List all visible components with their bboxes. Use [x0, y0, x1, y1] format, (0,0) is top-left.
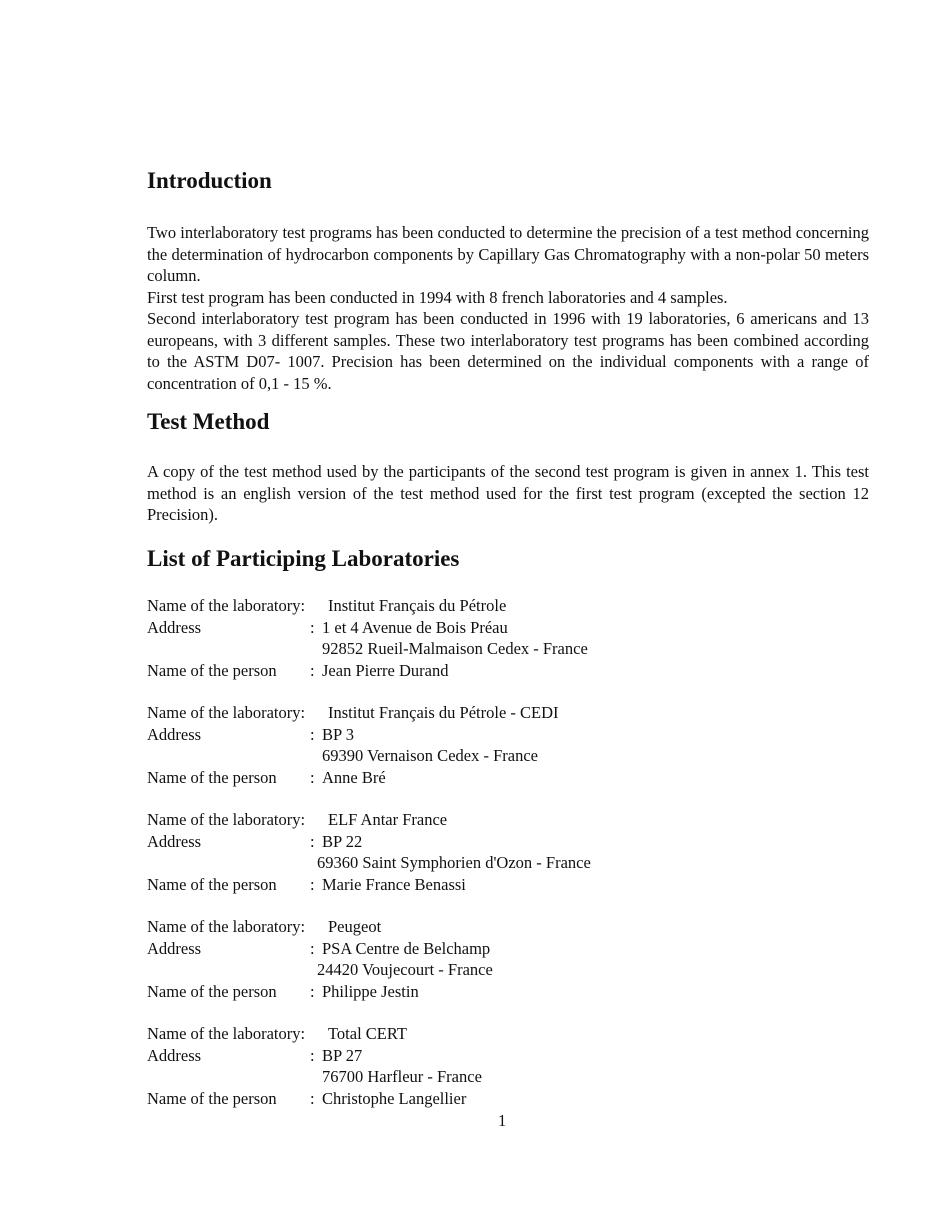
page-number: 1: [498, 1111, 507, 1130]
address-line-1: BP 3: [322, 724, 354, 744]
address-label: Address: [147, 1045, 202, 1065]
colon: :: [310, 724, 315, 744]
person-label: Name of the person: [147, 767, 277, 787]
test-method-paragraph: A copy of the test method used by the participants of the second test program is given in annex 1. This test method is an english version of the test method used for the first test program (excepted the section 12 Precision).: [147, 462, 869, 524]
colon: :: [310, 831, 315, 851]
lab-name-value: Total CERT: [328, 1024, 407, 1043]
lab-name-label: Name of the laboratory:: [147, 596, 306, 615]
address-line-1: BP 27: [322, 1045, 363, 1065]
colon: :: [310, 1088, 315, 1108]
lab-name-label: Name of the laboratory:: [147, 810, 306, 829]
lab-name-value: Peugeot: [328, 917, 382, 936]
address-label: Address: [147, 724, 202, 744]
introduction-body: [147, 222, 869, 394]
introduction-heading: Introduction: [147, 168, 272, 193]
person-label: Name of the person: [147, 874, 277, 894]
address-line-2: 24420 Voujecourt - France: [317, 960, 493, 979]
address-label: Address: [147, 831, 202, 851]
colon: :: [310, 1045, 315, 1065]
address-line-2: 69390 Vernaison Cedex - France: [322, 746, 538, 765]
person-label: Name of the person: [147, 1088, 277, 1108]
person-label: Name of the person: [147, 660, 277, 680]
test-method-heading: Test Method: [147, 409, 270, 434]
colon: :: [310, 874, 315, 894]
colon: :: [310, 767, 315, 787]
person-value: Anne Bré: [322, 767, 386, 787]
person-value: Marie France Benassi: [322, 874, 466, 894]
labs-heading: List of Participing Laboratories: [147, 546, 460, 571]
intro-paragraph-3: Second interlaboratory test program has been conducted in 1996 with 19 laboratories, 6 americans and 13 europeans, with 3 different samples. These two interlaboratory test programs has been combined according to the ASTM D07- 1007. Precision has been determined on the individual components with a range of concentration of 0,1 - 15 %.: [147, 309, 869, 393]
lab-name-value: ELF Antar France: [328, 810, 448, 829]
intro-paragraph-2: First test program has been conducted in 1994 with 8 french laboratories and 4 samples.: [147, 287, 728, 307]
colon: :: [310, 938, 315, 958]
address-line-1: BP 22: [322, 831, 363, 851]
lab-entry: [147, 916, 667, 1002]
address-line-2: 76700 Harfleur - France: [322, 1067, 482, 1086]
lab-entry: [147, 1023, 667, 1109]
intro-paragraph-1: Two interlaboratory test programs has been conducted to determine the precision of a test method concerning the determination of hydrocarbon components by Capillary Gas Chromatography with a non-polar 50 meters column.: [147, 223, 869, 285]
person-value: Jean Pierre Durand: [322, 660, 449, 680]
lab-name-label: Name of the laboratory:: [147, 1024, 306, 1043]
address-line-1: 1 et 4 Avenue de Bois Préau: [322, 617, 508, 637]
lab-entry: [147, 702, 667, 788]
lab-name-label: Name of the laboratory:: [147, 703, 306, 722]
address-line-1: PSA Centre de Belchamp: [322, 938, 491, 958]
person-label: Name of the person: [147, 981, 277, 1001]
lab-entry: [147, 809, 667, 895]
person-value: Philippe Jestin: [322, 981, 419, 1001]
lab-name-value: Institut Français du Pétrole: [328, 596, 507, 615]
colon: :: [310, 617, 315, 637]
address-label: Address: [147, 617, 202, 637]
person-value: Christophe Langellier: [322, 1088, 467, 1108]
lab-name-label: Name of the laboratory:: [147, 917, 306, 936]
lab-name-value: Institut Français du Pétrole - CEDI: [328, 703, 559, 722]
lab-entry: [147, 595, 667, 681]
address-line-2: 92852 Rueil-Malmaison Cedex - France: [322, 639, 588, 658]
colon: :: [310, 981, 315, 1001]
address-label: Address: [147, 938, 202, 958]
address-line-2: 69360 Saint Symphorien d'Ozon - France: [317, 853, 591, 872]
colon: :: [310, 660, 315, 680]
test-method-body: [147, 461, 869, 526]
